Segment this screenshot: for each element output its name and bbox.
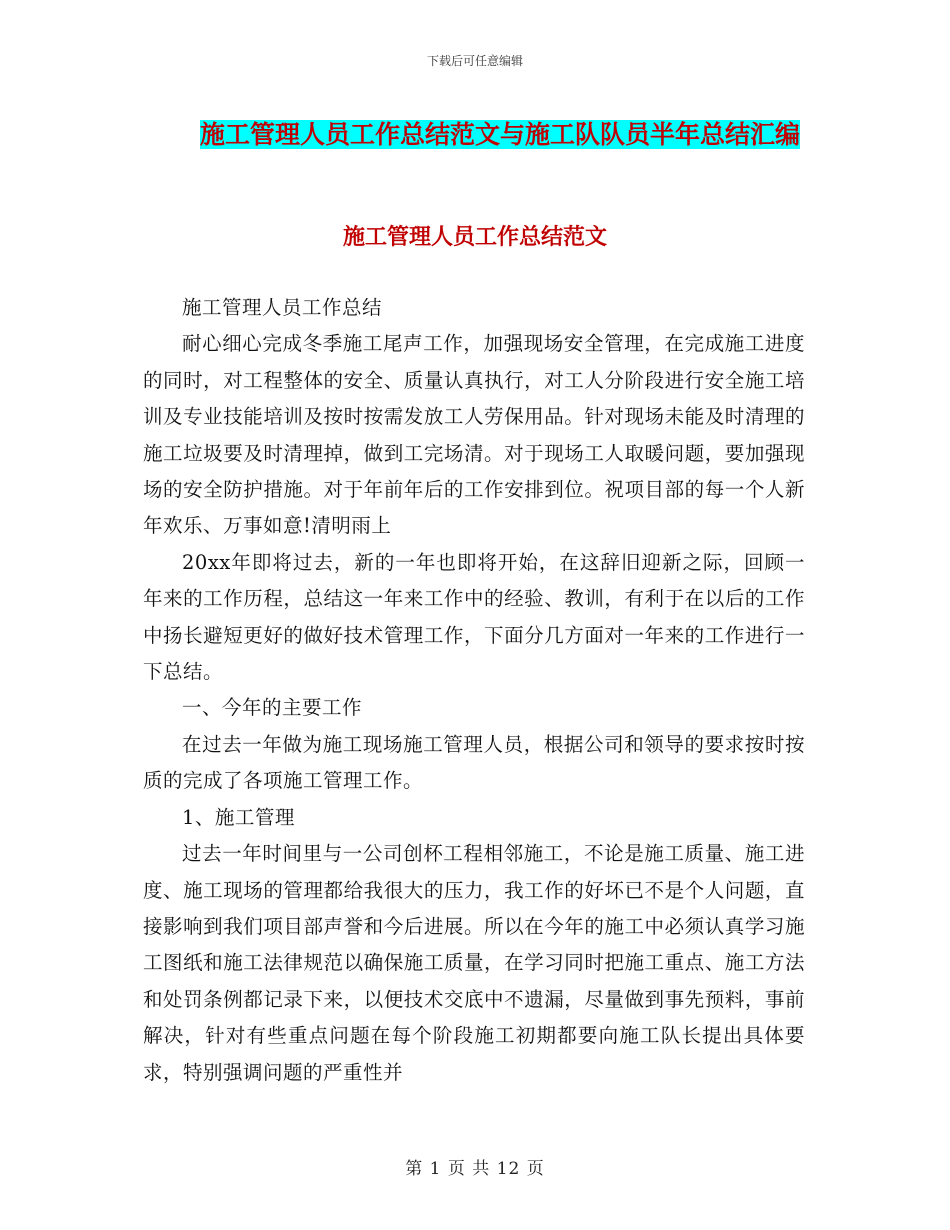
document-body bbox=[143, 290, 805, 1091]
document-title bbox=[190, 112, 810, 158]
page-number-footer: 第 1 页 共 12 页 bbox=[405, 1159, 545, 1179]
paragraph: 在过去一年做为施工现场施工管理人员，根据公司和领导的要求按时按质的完成了各项施工管理工作。 bbox=[143, 732, 805, 793]
section-title: 施工管理人员工作总结范文 bbox=[342, 224, 607, 250]
paragraph: 20xx年即将过去，新的一年也即将开始，在这辞旧迎新之际，回顾一年来的工作历程，总结这一年来工作中的经验、教训，有利于在以后的工作中扬长避短更好的做好技术管理工作，下面分几方面对一年来的工作进行一下总结。 bbox=[143, 550, 805, 684]
paragraph: 施工管理人员工作总结 bbox=[182, 296, 383, 319]
paragraph: 过去一年时间里与一公司创杯工程相邻施工，不论是施工质量、施工进度、施工现场的管理都给我很大的压力，我工作的好坏已不是个人问题，直接影响到我们项目部声誉和今后进展。所以在今年的施工中必须认真学习施工图纸和施工法律规范以确保施工质量，在学习同时把施工重点、施工方法和处罚条例都记录下来，以便技术交底中不遗漏，尽量做到事先预料，事前解决，针对有些重点问题在每个阶段施工初期都要向施工队长提出具体要求，特别强调问题的严重性并 bbox=[143, 842, 805, 1084]
paragraph: 一、今年的主要工作 bbox=[182, 696, 363, 720]
paragraph: 耐心细心完成冬季施工尾声工作，加强现场安全管理，在完成施工进度的同时，对工程整体的安全、质量认真执行，对工人分阶段进行安全施工培训及专业技能培训及按时按需发放工人劳保用品。针对现场未能及时清理的施工垃圾要及时清理掉，做到工完场清。对于现场工人取暖问题，要加强现场的安全防护措施。对于年前年后的工作安排到位。祝项目部的每一个人新年欢乐、万事如意!清明雨上 bbox=[143, 332, 805, 538]
paragraph: 1、施工管理 bbox=[182, 805, 295, 829]
header-note: 下载后可任意编辑 bbox=[426, 54, 523, 68]
document-title-text: 施工管理人员工作总结范文与施工队队员半年总结汇编 bbox=[199, 120, 800, 149]
